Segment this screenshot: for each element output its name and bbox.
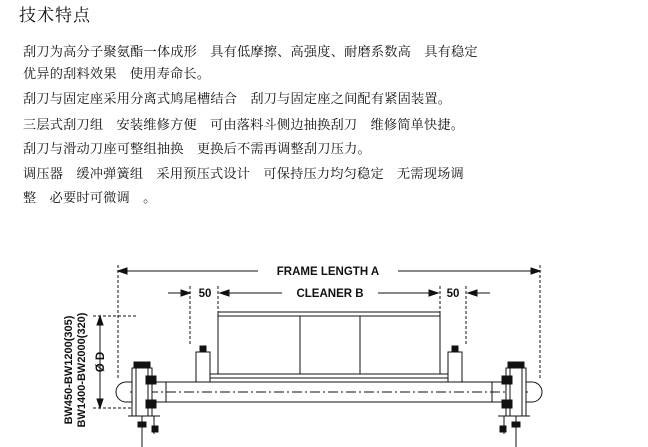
cleaner-length-label: CLEANER B: [296, 288, 364, 300]
feature-line-4: 三层式刮刀组 安装维修方便 可由落料斗侧边抽换刮刀 维修简单快捷。: [23, 118, 465, 133]
diameter-label: Ø D: [95, 351, 107, 373]
cleaner-technical-drawing: [0, 210, 648, 447]
scraper-blades: [218, 312, 440, 374]
support-shaft: [116, 382, 542, 402]
cleaner-dimension: [168, 288, 490, 300]
size-range-label-2: BW1400-BW2000(320): [76, 312, 88, 428]
right-offset-label: 50: [446, 288, 460, 300]
section-heading: 技术特点: [19, 6, 91, 26]
frame-length-dimension: [118, 266, 540, 278]
left-offset-label: 50: [198, 288, 212, 300]
left-mounting-bracket: [128, 362, 160, 447]
right-mounting-bracket: [498, 362, 530, 447]
feature-line-3: 刮刀与固定座采用分离式鸠尾槽结合 刮刀与固定座之间配有紧固装置。: [23, 92, 452, 107]
feature-line-5: 刮刀与滑动刀座可整组抽换 更换后不需再调整刮刀压力。: [23, 142, 371, 157]
feature-line-2: 优异的刮料效果 使用寿命长。: [23, 67, 211, 82]
size-range-label-1: BW450-BW1200(305): [63, 315, 75, 425]
feature-line-6: 调压器 缓冲弹簧组 采用预压式设计 可保持压力均匀稳定 无需现场调: [23, 167, 464, 182]
feature-line-1: 刮刀为高分子聚氨酯一体成形 具有低摩擦、高强度、耐磨系数高 具有稳定: [23, 45, 478, 60]
frame-length-label: FRAME LENGTH A: [276, 266, 380, 278]
feature-line-7: 整 必要时可微调 。: [23, 191, 157, 206]
